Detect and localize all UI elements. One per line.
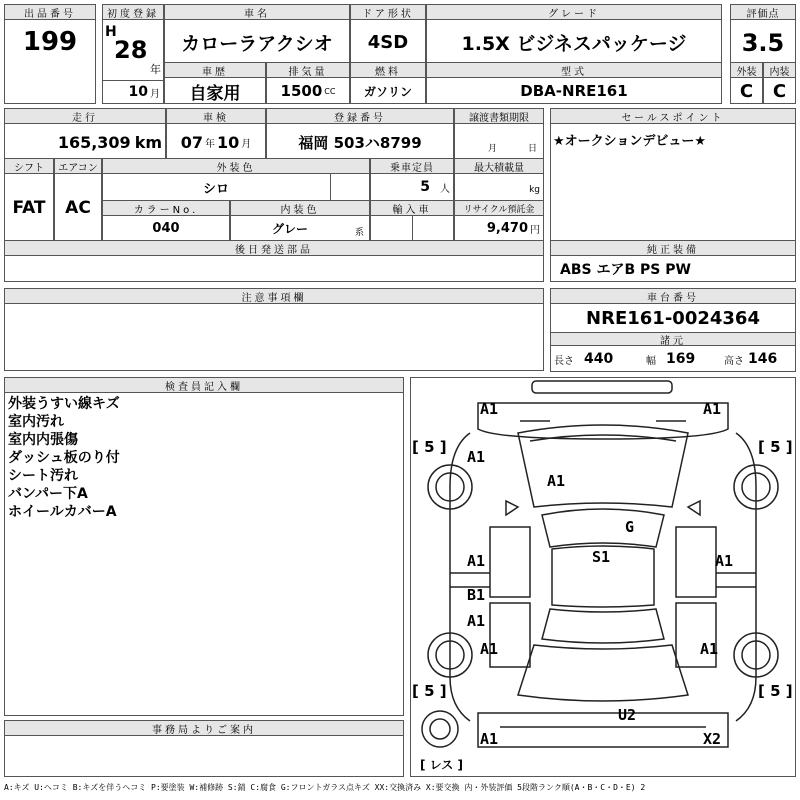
- mileage-value: 165,309: [57, 132, 131, 152]
- inspection-month: 10: [217, 132, 240, 152]
- damage-label: A1: [700, 640, 719, 658]
- score-value: 3.5: [741, 29, 785, 57]
- capacity-unit: 人: [440, 183, 450, 195]
- color-no-header: カラーNo.: [102, 200, 230, 216]
- mileage-unit: km: [134, 132, 162, 152]
- car-name: カローラアクシオ: [181, 32, 333, 55]
- specs-width-label: 幅: [646, 355, 656, 367]
- later-parts-cell: [4, 255, 544, 282]
- spare-tire-rating: [ レス ]: [420, 758, 463, 772]
- ext-color-header: 外装色: [102, 158, 370, 174]
- aircon: AC: [65, 198, 91, 218]
- inspector-note: バンパー下A: [8, 486, 88, 502]
- equipment-header: 純正装備: [550, 240, 796, 256]
- tire-rating-rl: [ 5 ]: [412, 682, 447, 700]
- inspection-year: 07: [180, 132, 203, 152]
- specs-width-value: 169: [666, 351, 696, 367]
- inspection-year-unit: 年: [205, 138, 215, 150]
- door-type: 4SD: [367, 31, 409, 53]
- damage-label: S1: [592, 548, 611, 566]
- exterior-header: 外装: [730, 62, 763, 78]
- chassis-header: 車台番号: [550, 288, 796, 304]
- ext-color-subcell: [330, 173, 370, 201]
- inspector-note: ホイールカバーA: [8, 504, 117, 520]
- specs-height-value: 146: [748, 351, 778, 367]
- tire-rating-fl: [ 5 ]: [412, 438, 447, 456]
- registration-header: 登録番号: [266, 108, 454, 124]
- interior-score: C: [772, 80, 787, 102]
- first-reg-year-unit: 年: [150, 63, 161, 76]
- damage-label: A1: [480, 730, 499, 748]
- sales-point-header: セールスポイント: [550, 108, 796, 124]
- recycle: [454, 216, 540, 240]
- first-reg-year: 28: [114, 36, 148, 64]
- inspector-note: シート汚れ: [8, 468, 78, 484]
- displacement: [266, 78, 350, 104]
- specs-width: [646, 346, 716, 372]
- damage-label: U2: [618, 706, 637, 724]
- recycle-value: 9,470: [486, 220, 528, 236]
- registration: 福岡 503ハ8799: [298, 133, 422, 152]
- damage-label: A1: [467, 612, 486, 630]
- displacement-header: 排気量: [266, 62, 350, 78]
- exterior-score: C: [739, 80, 754, 102]
- displacement-value: 1500: [280, 82, 323, 100]
- office-header: 事務局よりご案内: [4, 720, 404, 736]
- legend: A:キズ U:ヘコミ B:キズを伴うヘコミ P:要塗装 W:補修跡 S:錆 C:腐食 G:フロントガラス点キズ XX:交換済み X:要交換 内・外装評価 5段階ランク順(A・B・C・D・E) 2: [4, 783, 646, 792]
- int-color-header: 内装色: [230, 200, 370, 216]
- office-cell: [4, 735, 404, 777]
- shift-header: シフト: [4, 158, 54, 174]
- mileage: [4, 126, 162, 158]
- transfer-header: 譲渡書類期限: [454, 108, 544, 124]
- int-color-suffix: 系: [355, 227, 365, 238]
- specs-length-value: 440: [584, 351, 614, 367]
- lot-header: 出品番号: [4, 4, 96, 20]
- history-header: 車歴: [164, 62, 266, 78]
- notes-header: 注意事項欄: [4, 288, 544, 304]
- recycle-unit: 円: [530, 224, 540, 236]
- inspector-note: 室内内張傷: [8, 432, 78, 448]
- damage-label: A1: [480, 400, 499, 418]
- model-header: 型式: [426, 62, 722, 78]
- first-reg-month: [102, 80, 160, 104]
- later-parts-header: 後日発送部品: [4, 240, 544, 256]
- specs-length-label: 長さ: [554, 355, 574, 367]
- capacity: [370, 174, 450, 200]
- chassis-number: NRE161-0024364: [586, 307, 760, 329]
- damage-label: B1: [467, 586, 486, 604]
- score-header: 評価点: [730, 4, 796, 20]
- fuel-header: 燃料: [350, 62, 426, 78]
- max-load-header: 最大積載量: [454, 158, 544, 174]
- equipment: ABS エアB PS PW: [560, 262, 691, 278]
- inspector-note: 室内汚れ: [8, 414, 64, 430]
- transfer-day-unit: 日: [528, 143, 538, 154]
- inspector-header: 検査員記入欄: [4, 377, 404, 393]
- history: 自家用: [189, 83, 241, 104]
- sales-point: ★オークションデビュー★: [553, 133, 707, 149]
- first-reg-month-unit: 月: [150, 88, 160, 100]
- car-name-header: 車名: [164, 4, 350, 20]
- inspection-header: 車検: [166, 108, 266, 124]
- recycle-header: リサイクル預託金: [454, 200, 544, 216]
- specs-height: [724, 346, 794, 372]
- damage-label: A1: [467, 552, 486, 570]
- damage-label: A1: [547, 472, 566, 490]
- inspector-notes: [4, 395, 400, 521]
- specs-header: 諸元: [550, 332, 796, 346]
- damage-label: A1: [703, 400, 722, 418]
- import-header: 輸入車: [370, 200, 454, 216]
- import-subcell: [412, 215, 454, 241]
- color-no: 040: [152, 220, 180, 236]
- damage-label: X2: [703, 730, 722, 748]
- first-reg-month-value: 10: [128, 84, 148, 100]
- fuel: ガソリン: [363, 84, 412, 99]
- inspection: [166, 126, 266, 158]
- notes-cell: [4, 303, 544, 371]
- max-load-unit: kg: [529, 185, 540, 195]
- model: DBA-NRE161: [520, 82, 628, 100]
- int-color: グレー: [271, 221, 308, 236]
- damage-label: A1: [715, 552, 734, 570]
- shift: FAT: [12, 198, 46, 218]
- specs-length: [554, 346, 634, 372]
- tire-rating-rr: [ 5 ]: [758, 682, 793, 700]
- first-reg-header: 初度登録: [102, 4, 164, 20]
- ext-color: シロ: [202, 181, 229, 197]
- transfer-month-unit: 月: [488, 143, 498, 154]
- lot-number: 199: [22, 27, 78, 57]
- grade-header: グレード: [426, 4, 722, 20]
- grade: 1.5X ビジネスパッケージ: [461, 32, 687, 55]
- aircon-header: エアコン: [54, 158, 102, 174]
- car-diagram: [410, 377, 796, 777]
- interior-header: 内装: [763, 62, 796, 78]
- capacity-header: 乗車定員: [370, 158, 454, 174]
- mileage-header: 走行: [4, 108, 166, 124]
- capacity-value: 5: [420, 179, 430, 195]
- first-reg-era: H: [105, 24, 117, 40]
- displacement-unit: CC: [324, 86, 336, 96]
- damage-label: A1: [467, 448, 486, 466]
- inspector-note: 外装うすい線キズ: [8, 396, 120, 412]
- inspector-note: ダッシュ板のり付: [8, 450, 120, 466]
- tire-rating-fr: [ 5 ]: [758, 438, 793, 456]
- door-header: ドア形状: [350, 4, 426, 20]
- damage-label: G: [625, 518, 635, 536]
- damage-label: A1: [480, 640, 499, 658]
- inspection-month-unit: 月: [241, 138, 252, 150]
- specs-height-label: 高さ: [724, 355, 744, 367]
